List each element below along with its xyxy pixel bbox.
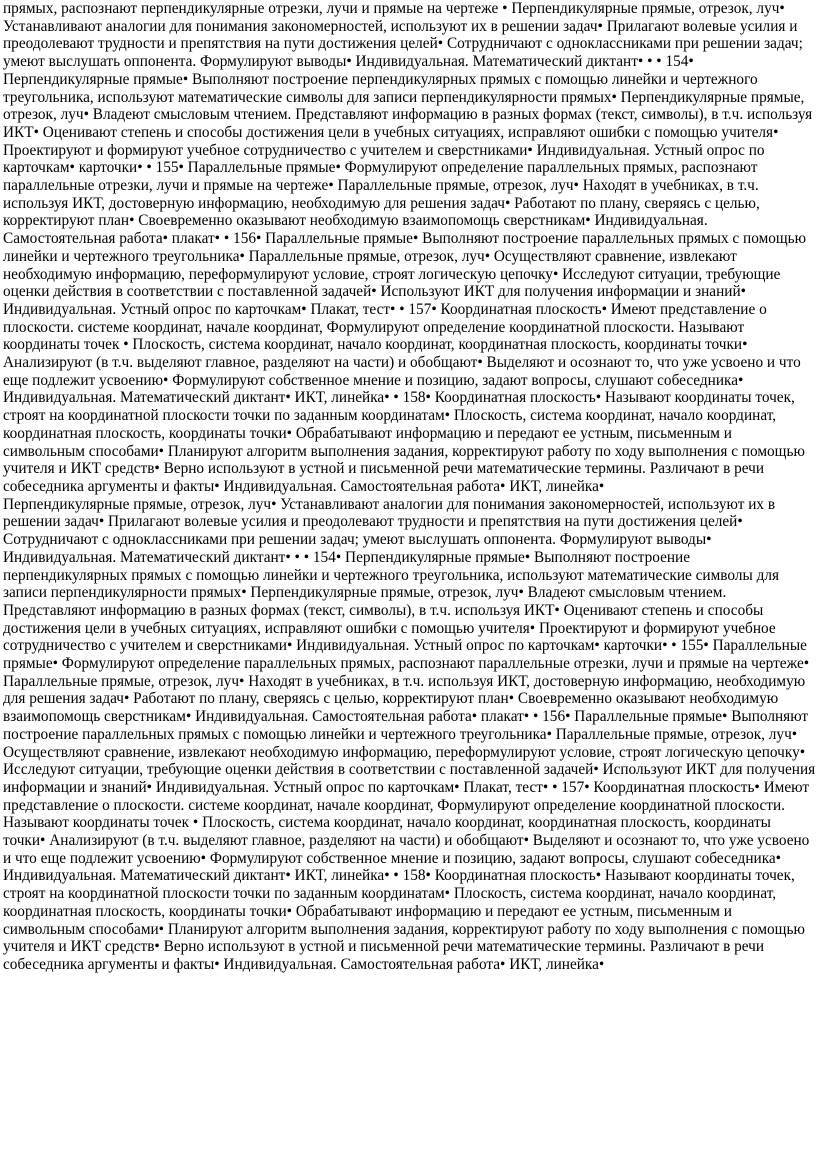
document-paragraph-1 [3,0,816,496]
paragraph-text: Перпендикулярные прямые, отрезок, луч• Устанавливают аналогии для понимания закономерностей, используют их в решении задач• Прилагают волевые усилия и преодолевают трудности и препятствия на пути достижения целей• Сотрудничают с одноклассниками при решении задач; умеют выслушать оппонента. Формулируют выводы• Индивидуальная. Математический диктант• • • 154• Перпендикулярные прямые• Выполняют построение перпендикулярных прямых с помощью линейки и чертежного треугольника, используют математические символы для записи перпендикулярности прямых• Перпендикулярные прямые, отрезок, луч• Владеют смысловым чтением. Представляют информацию в разных формах (текст, символы), в т.ч. используя ИКТ• Оценивают степень и способы достижения цели в учебных ситуациях, исправляют ошибки с помощью учителя• Проектируют и формируют учебное сотрудничество с учителем и сверстниками• Индивидуальная. Устный опрос по карточкам• карточки• • 155• Параллельные прямые• Формулируют определение параллельных прямых, распознают параллельные отрезки, лучи и прямые на чертеже• Параллельные прямые, отрезок, луч• Находят в учебниках, в т.ч. используя ИКТ, достоверную информацию, необходимую для решения задач• Работают по плану, сверяясь с целью, корректируют план• Своевременно оказывают необходимую взаимопомощь сверстникам• Индивидуальная. Самостоятельная работа• плакат• • 156• Параллельные прямые• Выполняют построение параллельных прямых с помощью линейки и чертежного треугольника• Параллельные прямые, отрезок, луч• Осуществляют сравнение, извлекают необходимую информацию, переформулируют условие, строят логическую цепочку• Исследуют ситуации, требующие оценки действия в соответствии с поставленной задачей• Используют ИКТ для получения информации и знаний• Индивидуальная. Устный опрос по карточкам• Плакат, тест• • 157• Координатная плоскость• Имеют представление о плоскости. системе координат, начале координат, Формулируют определение координатной плоскости. Называют координаты точек • Плоскость, система координат, начало координат, координатная плоскость, координаты точки• Анализируют (в т.ч. выделяют главное, разделяют на части) и обобщают• Выделяют и осознают то, что уже усвоено и что еще подлежит усвоению• Формулируют собственное мнение и позицию, задают вопросы, слушают собеседника• Индивидуальная. Математический диктант• ИКТ, линейка• • 158• Координатная плоскость• Называют координаты точек, строят на координатной плоскости точки по заданным координатам• Плоскость, система координат, начало координат, координатная плоскость, координаты точки• Обрабатывают информацию и передают ее устным, письменным и символьным способами• Планируют алгоритм выполнения задания, корректируют работу по ходу выполнения с помощью учителя и ИКТ средств• Верно используют в устной и письменной речи математические термины. Различают в речи собеседника аргументы и факты• Индивидуальная. Самостоятельная работа• ИКТ, линейка• [3,495,816,973]
paragraph-text: прямых, распознают перпендикулярные отрезки, лучи и прямые на чертеже • Перпендикулярные прямые, отрезок, луч• Устанавливают аналогии для понимания закономерностей, используют их в решении задач• Прилагают волевые усилия и преодолевают трудности и препятствия на пути достижения целей• Сотрудничают с одноклассниками при решении задач; умеют выслушать оппонента. Формулируют выводы• Индивидуальная. Математический диктант• • • 154• Перпендикулярные прямые• Выполняют построение перпендикулярных прямых с помощью линейки и чертежного треугольника, используют математические символы для записи перпендикулярности прямых• Перпендикулярные прямые, отрезок, луч• Владеют смысловым чтением. Представляют информацию в разных формах (текст, символы), в т.ч. используя ИКТ• Оценивают степень и способы достижения цели в учебных ситуациях, исправляют ошибки с помощью учителя• Проектируют и формируют учебное сотрудничество с учителем и сверстниками• Индивидуальная. Устный опрос по карточкам• карточки• • 155• Параллельные прямые• Формулируют определение параллельных прямых, распознают параллельные отрезки, лучи и прямые на чертеже• Параллельные прямые, отрезок, луч• Находят в учебниках, в т.ч. используя ИКТ, достоверную информацию, необходимую для решения задач• Работают по плану, сверяясь с целью, корректируют план• Своевременно оказывают необходимую взаимопомощь сверстникам• Индивидуальная. Самостоятельная работа• плакат• • 156• Параллельные прямые• Выполняют построение параллельных прямых с помощью линейки и чертежного треугольника• Параллельные прямые, отрезок, луч• Осуществляют сравнение, извлекают необходимую информацию, переформулируют условие, строят логическую цепочку• Исследуют ситуации, требующие оценки действия в соответствии с поставленной задачей• Используют ИКТ для получения информации и знаний• Индивидуальная. Устный опрос по карточкам• Плакат, тест• • 157• Координатная плоскость• Имеют представление о плоскости. системе координат, начале координат, Формулируют определение координатной плоскости. Называют координаты точек • Плоскость, система координат, начало координат, координатная плоскость, координаты точки• Анализируют (в т.ч. выделяют главное, разделяют на части) и обобщают• Выделяют и осознают то, что уже усвоено и что еще подлежит усвоению• Формулируют собственное мнение и позицию, задают вопросы, слушают собеседника• Индивидуальная. Математический диктант• ИКТ, линейка• • 158• Координатная плоскость• Называют координаты точек, строят на координатной плоскости точки по заданным координатам• Плоскость, система координат, начало координат, координатная плоскость, координаты точки• Обрабатывают информацию и передают ее устным, письменным и символьным способами• Планируют алгоритм выполнения задания, корректируют работу по ходу выполнения с помощью учителя и ИКТ средств• Верно используют в устной и письменной речи математические термины. Различают в речи собеседника аргументы и факты• Индивидуальная. Самостоятельная работа• ИКТ, линейка• [3,0,813,495]
document-paragraph-2 [3,496,816,974]
